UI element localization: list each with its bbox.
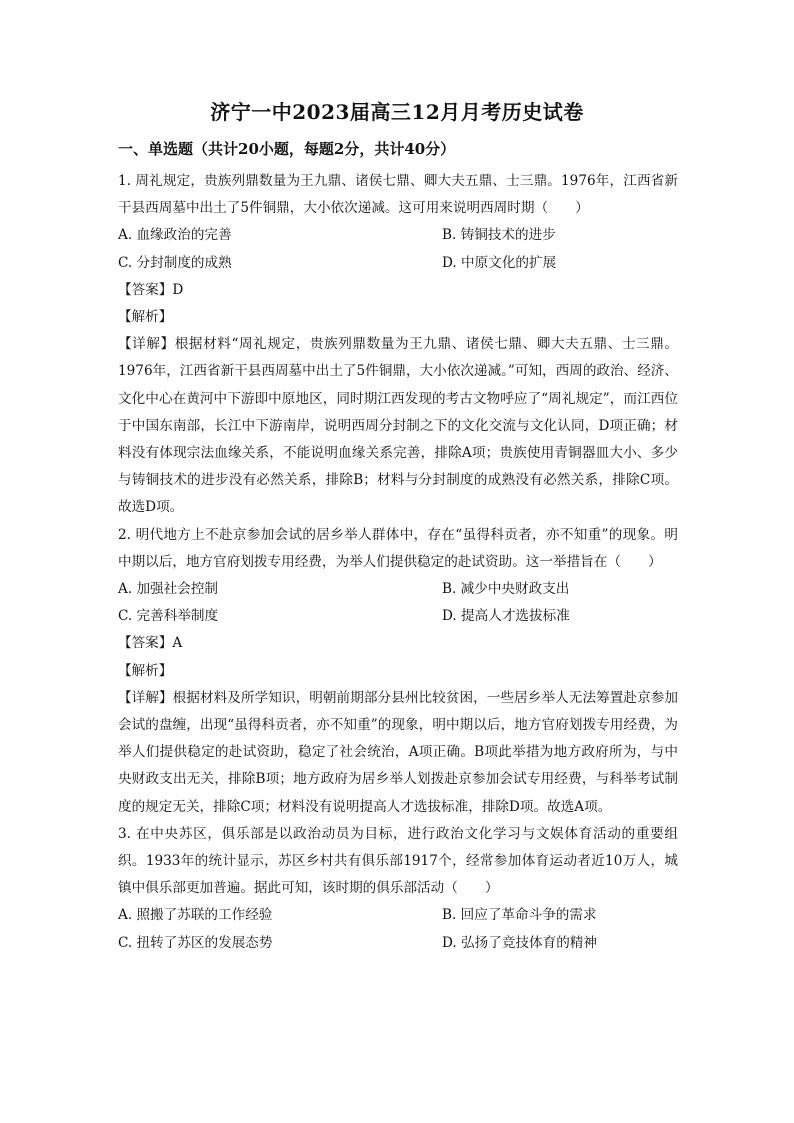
question-2-option-c: C. 完善科举制度 [118,608,219,625]
question-3-options-row-2 [118,930,678,957]
page-title: 济宁一中2023届高三12月月考历史试卷 [210,100,584,124]
question-3-stem: 3. 在中央苏区，俱乐部是以政治动员为目标，进行政治文化学习与文娱体育活动的重要组织。1933年的统计显示，苏区乡村共有俱乐部1917个，经常参加体育运动者近10万人，城镇中俱乐部更加普遍。据此可知，该时期的俱乐部活动（ ） [118,825,678,897]
question-1-analysis-label: 【解析】 [118,309,173,326]
question-2-stem: 2. 明代地方上不赴京参加会试的居乡举人群体中，存在“虽得科贡者，亦不知重”的现象。明中期以后，地方官府划拨专用经费，为举人们提供稳定的赴试资助。这一举措旨在（ ） [118,526,678,570]
question-2-options-row-1 [118,576,678,603]
exam-body [118,168,678,957]
question-2-detail: 【详解】根据材料及所学知识，明朝前期部分县州比较贫困，一些居乡举人无法筹置赴京参加会试的盘缠，出现“虽得科贡者，亦不知重”的现象，明中期以后，地方官府划拨专用经费，为举人们提供稳定的赴试资助，稳定了社会统治，A项正确。B项此举措为地方政府所为，与中央财政支出无关，排除B项；地方政府为居乡举人划拨赴京参加会试专用经费，与科举考试制度的规定无关，排除C项；材料没有说明提高人才选拔标准，排除D项。故选A项。 [118,689,678,815]
question-3-options-row-1 [118,902,678,929]
question-1-option-b: B. 铸铜技术的进步 [442,227,556,244]
question-3-option-b: B. 回应了革命斗争的需求 [442,907,597,924]
question-1-option-c: C. 分封制度的成熟 [118,254,232,271]
question-2-option-d: D. 提高人才选拔标准 [442,608,570,625]
question-3-option-a: A. 照搬了苏联的工作经验 [118,907,273,924]
question-3-option-d: D. 弘扬了竞技体育的精神 [442,934,597,951]
question-1-answer: 【答案】D [118,281,184,298]
question-1-option-d: D. 中原文化的扩展 [442,254,557,271]
question-3-option-c: C. 扭转了苏区的发展态势 [118,934,273,951]
question-1-stem: 1. 周礼规定，贵族列鼎数量为王九鼎、诸侯七鼎、卿大夫五鼎、士三鼎。1976年，江西省新干县西周墓中出土了5件铜鼎，大小依次递减。这可用来说明西周时期（ ） [118,173,678,217]
question-1-options-row-2 [118,250,678,277]
question-1-detail: 【详解】根据材料“周礼规定，贵族列鼎数量为王九鼎、诸侯七鼎、卿大夫五鼎、士三鼎。1976年，江西省新干县西周墓中出土了5件铜鼎，大小依次递减。”可知，西周的政治、经济、文化中心在黄河中下游即中原地区，同时期江西发现的考古文物呼应了“周礼规定”，而江西位于中国东南部，长江中下游南岸，说明西周分封制之下的文化交流与文化认同，D项正确；材料没有体现宗法血缘关系，不能说明血缘关系完善，排除A项；贵族使用青铜器皿大小、多少与铸铜技术的进步没有必然关系，排除B；材料与分封制度的成熟没有必然关系，排除C项。故选D项。 [118,336,678,516]
question-2-analysis-label: 【解析】 [118,662,173,679]
question-1-options-row-1 [118,222,678,249]
question-2-answer: 【答案】A [118,635,183,652]
question-2-option-b: B. 减少中央财政支出 [442,581,570,598]
section-heading: 一、单选题（共计20小题，每题2分，共计40分） [118,140,456,158]
question-1-option-a: A. 血缘政治的完善 [118,227,232,244]
question-2-options-row-2 [118,603,678,630]
question-2-option-a: A. 加强社会控制 [118,581,219,598]
